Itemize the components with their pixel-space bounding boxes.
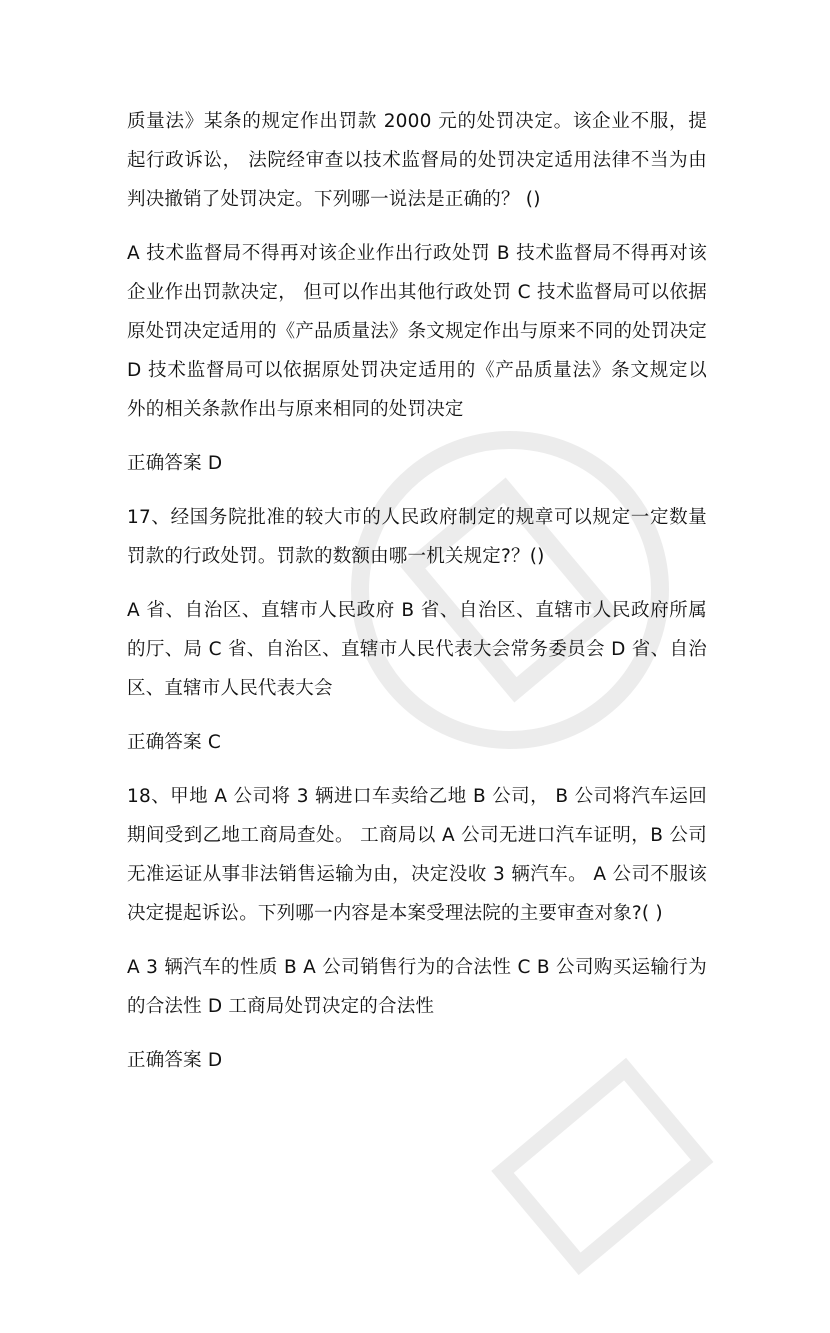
question-18-stem: 18、甲地 A 公司将 3 辆进口车卖给乙地 B 公司， B 公司将汽车运回期间受到乙地工商局查处。 工商局以 A 公司无进口汽车证明，B 公司无准运证从事非法销售运输为由，决定没收 3 辆汽车。 A 公司不服该决定提起诉讼。下列哪一内容是本案受理法院的主要审查对象?( ) xyxy=(127,786,707,924)
question-16-stem-continued: 质量法》某条的规定作出罚款 2000 元的处罚决定。该企业不服，提起行政诉讼， 法院经审查以技术监督局的处罚决定适用法律不当为由判决撤销了处罚决定。下列哪一说法是正确的？ () xyxy=(127,111,707,210)
question-17-options: A 省、自治区、直辖市人民政府 B 省、自治区、直辖市人民政府所属的厅、局 C 省、自治区、直辖市人民代表大会常务委员会 D 省、自治区、直辖市人民代表大会 xyxy=(127,600,707,699)
question-18-answer: 正确答案 D xyxy=(127,1050,223,1071)
question-16-answer: 正确答案 D xyxy=(127,453,223,474)
question-18-options: A 3 辆汽车的性质 B A 公司销售行为的合法性 C B 公司购买运输行为的合法性 D 工商局处罚决定的合法性 xyxy=(127,957,707,1017)
question-17-stem: 17、经国务院批准的较大市的人民政府制定的规章可以规定一定数量罚款的行政处罚。罚款的数额由哪一机关规定?？() xyxy=(127,507,707,567)
document-body xyxy=(127,102,707,1095)
question-16-options: A 技术监督局不得再对该企业作出行政处罚 B 技术监督局不得再对该企业作出罚款决定， 但可以作出其他行政处罚 C 技术监督局可以依据原处罚决定适用的《产品质量法》条文规定作出与原来不同的处罚决定 D 技术监督局可以依据原处罚决定适用的《产品质量法》条文规定以外的相关条款作出与原来相同的处罚决定 xyxy=(127,243,707,420)
question-17-answer: 正确答案 C xyxy=(127,732,221,753)
